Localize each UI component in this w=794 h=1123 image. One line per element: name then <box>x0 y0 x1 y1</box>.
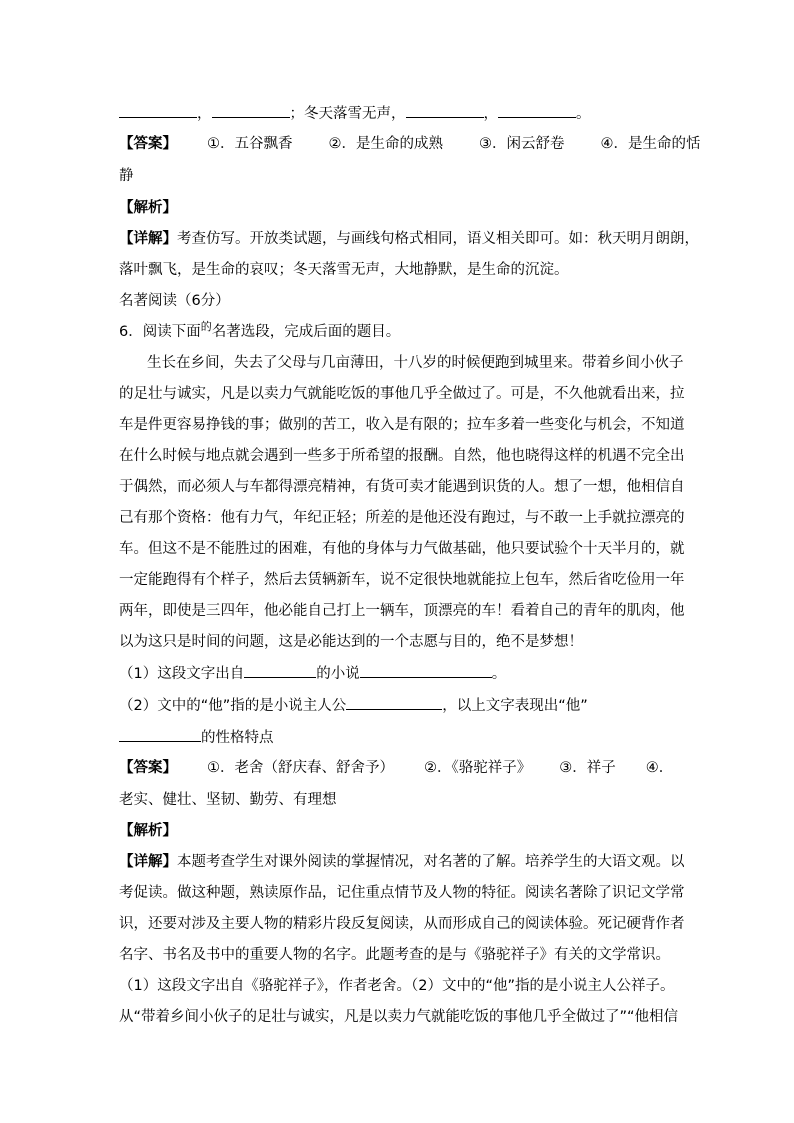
passage-line: 以为这只是时间的问题，这是必能达到的一个志愿与目的，绝不是梦想！ <box>119 634 583 650</box>
answer-continuation: 静 <box>119 168 134 184</box>
answer-blank[interactable] <box>212 103 290 118</box>
answer-item: ①．老舍（舒庆春、舒舍予） <box>207 760 394 776</box>
passage-line: 的足壮与诚实，凡是以卖力气就能吃饭的事他几乎全做过了。可是，不久他就看出来，拉 <box>119 386 685 402</box>
separator: ；冬天落雪无声， <box>289 106 406 122</box>
detail-line: 考促读。做这种题，熟读原作品，记住重点情节及人物的特征。阅读名著除了识记文学常 <box>119 885 685 901</box>
section-title: 名著阅读（6分） <box>119 293 230 309</box>
answer-item: ③．闲云舒卷 <box>479 136 565 152</box>
passage-line: 两年，即使是三四年，他必能自己打上一辆车，顶漂亮的车！看着自己的青年的肌肉，他 <box>119 603 685 619</box>
answer-item: ②．《骆驼祥子》 <box>424 760 532 776</box>
sub-question-text: 的小说 <box>316 666 360 682</box>
answer-item: ④． <box>645 760 674 776</box>
separator: ， <box>483 106 498 122</box>
passage-line: 车是件更容易挣钱的事；做别的苦工，收入是有限的；拉车多着一些变化与机会，不知道 <box>119 417 685 433</box>
detail-label: 【详解】 <box>119 231 177 247</box>
passage-line: 车。但这不是不能胜过的困难，有他的身体与力气做基础，他只要试验个十天半月的，就 <box>119 541 685 557</box>
passage-line: 在什么时候与地点就会遇到一些多于所希望的报酬。自然，他也晓得这样的机遇不完全出 <box>119 448 685 464</box>
passage-line: 己有那个资格：他有力气，年纪正轻；所差的是他还没有跑过，与不敢一上手就拉漂亮的 <box>119 510 685 526</box>
detail-label: 【详解】 <box>119 854 177 870</box>
answer-label: 【答案】 <box>119 136 177 152</box>
answer-item: ④．是生命的恬 <box>600 136 701 152</box>
answer-item: ③．祥子 <box>559 760 616 776</box>
sub-question-text: （1）这段文字出自 <box>119 666 245 682</box>
q6-sub2 <box>119 695 588 716</box>
answer-blank[interactable] <box>119 727 201 742</box>
answer-item: ②．是生命的成熟 <box>328 136 443 152</box>
answer-item: ①．五谷飘香 <box>207 136 293 152</box>
stem-text: 名著选段，完成后面的题目。 <box>211 324 401 340</box>
stem-text: 6．阅读下面 <box>119 324 201 340</box>
answer-blank[interactable] <box>406 103 484 118</box>
sub-question-text: （2）文中的“他”指的是小说主人公 <box>119 698 347 714</box>
stem-small-char: 的 <box>200 320 212 333</box>
detail-line: （1）这段文字出自《骆驼祥子》，作者老舍。（2）文中的“他”指的是小说主人公祥子。 <box>119 978 675 994</box>
q5-answer-line <box>119 134 701 154</box>
q6-sub1 <box>119 663 506 684</box>
answer-blank[interactable] <box>360 663 492 678</box>
sub-question-text: 的性格特点 <box>201 730 274 746</box>
detail-line: 名字、书名及书中的重要人物的名字。此题考查的是与《骆驼祥子》有关的文学常识。 <box>119 947 670 963</box>
passage-line: 一定能跑得有个样子，然后去赁辆新车，说不定很快地就能拉上包车，然后省吃俭用一年 <box>119 572 685 588</box>
q6-detail-line-1 <box>119 852 685 872</box>
answer-label: 【答案】 <box>119 760 177 776</box>
detail-line: 从“带着乡间小伙子的足壮与诚实，凡是以卖力气就能吃饭的事他几乎全做过了”“他相信 <box>119 1009 679 1025</box>
detail-text: 考查仿写。开放类试题，与画线句格式相同，语义相关即可。如：秋天明月朗朗， <box>177 231 699 247</box>
answer-blank[interactable] <box>119 103 197 118</box>
passage-line: 生长在乡间，失去了父母与几亩薄田，十八岁的时候便跑到城里来。带着乡间小伙子 <box>147 355 684 371</box>
q5-detail-line-2: 落叶飘飞，是生命的哀叹；冬天落雪无声，大地静默，是生命的沉淀。 <box>119 262 569 278</box>
sub-question-text: 。 <box>491 666 507 682</box>
q6-stem <box>119 322 400 343</box>
answer-blank[interactable] <box>244 663 316 678</box>
separator: 。 <box>576 106 591 122</box>
answer-blank[interactable] <box>346 695 442 710</box>
answer-continuation: 老实、健壮、坚韧、勤劳、有理想 <box>119 792 337 808</box>
analysis-label: 【解析】 <box>119 200 177 216</box>
q6-answer-line <box>119 758 673 778</box>
separator: ， <box>197 106 212 122</box>
answer-blank[interactable] <box>498 103 576 118</box>
detail-text: 本题考查学生对课外阅读的掌握情况，对名著的了解。培养学生的大语文观。以 <box>177 854 685 870</box>
poem-blank-line <box>119 103 591 124</box>
q6-sub2-cont <box>119 727 274 748</box>
analysis-label: 【解析】 <box>119 823 177 839</box>
sub-question-text: ，以上文字表现出“他” <box>442 698 588 714</box>
q5-detail-line-1 <box>119 229 699 249</box>
passage-line: 于偶然，而必须人与车都得漂亮精神，有货可卖才能遇到识货的人。想了一想，他相信自 <box>119 479 685 495</box>
detail-line: 识，还要对涉及主要人物的精彩片段反复阅读，从而形成自己的阅读体验。死记硬背作者 <box>119 916 685 932</box>
